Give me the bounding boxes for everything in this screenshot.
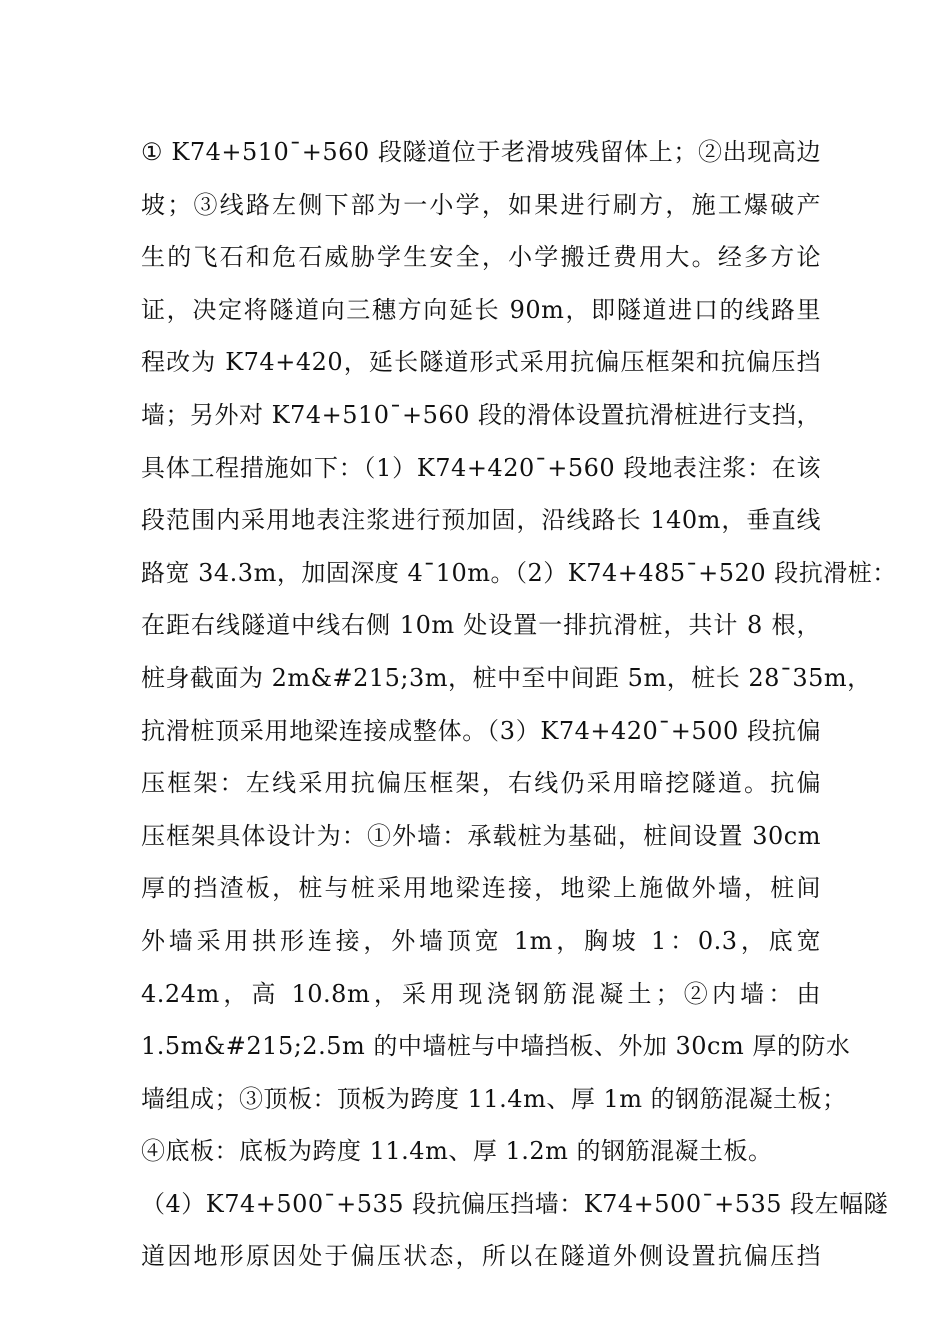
- text-line: 桩身截面为 2m&#215;3m，桩中至中间距 5m，桩长 28¯35m，: [141, 663, 872, 692]
- text-line: 外墙采用拱形连接，外墙顶宽 1m，胸坡 1：0.3，底宽: [141, 926, 821, 955]
- text-line: 具体工程措施如下：（1）K74+420¯+560 段地表注浆：在该: [141, 453, 821, 482]
- text-line: 程改为 K74+420，延长隧道形式采用抗偏压框架和抗偏压挡: [141, 348, 821, 377]
- text-line: 压框架：左线采用抗偏压框架，右线仍采用暗挖隧道。抗偏: [141, 769, 821, 798]
- text-line: 抗滑桩顶采用地梁连接成整体。（3）K74+420¯+500 段抗偏: [141, 716, 821, 745]
- text-line: 墙；另外对 K74+510¯+560 段的滑体设置抗滑桩进行支挡，: [141, 400, 822, 429]
- text-line: 4.24m，高 10.8m，采用现浇钢筋混凝土；②内墙：由: [141, 979, 821, 1008]
- text-line: （4）K74+500¯+535 段抗偏压挡墙：K74+500¯+535 段左幅隧: [141, 1189, 889, 1218]
- text-line: 墙组成；③顶板：顶板为跨度 11.4m、厚 1m 的钢筋混凝土板；: [141, 1084, 847, 1113]
- text-line: 道因地形原因处于偏压状态，所以在隧道外侧设置抗偏压挡: [141, 1242, 821, 1271]
- text-line: 压框架具体设计为：①外墙：承载桩为基础，桩间设置 30cm: [141, 821, 821, 850]
- body-paragraph: [141, 126, 897, 1283]
- text-line: 路宽 34.3m，加固深度 4¯10m。（2）K74+485¯+520 段抗滑桩：: [141, 558, 897, 587]
- text-line: ① K74+510¯+560 段隧道位于老滑坡残留体上；②出现高边: [141, 138, 821, 166]
- text-line: ④底板：底板为跨度 11.4m、厚 1.2m 的钢筋混凝土板。: [141, 1137, 773, 1166]
- text-line: 1.5m&#215;2.5m 的中墙桩与中墙挡板、外加 30cm 厚的防水: [141, 1032, 851, 1061]
- text-line: 在距右线隧道中线右侧 10m 处设置一排抗滑桩，共计 8 根，: [141, 611, 821, 640]
- text-line: 厚的挡渣板，桩与桩采用地梁连接，地梁上施做外墙，桩间: [141, 874, 821, 903]
- text-line: 生的飞石和危石威胁学生安全，小学搬迁费用大。经多方论: [141, 243, 821, 272]
- text-line: 段范围内采用地表注浆进行预加固，沿线路长 140m，垂直线: [141, 506, 821, 535]
- text-line: 坡；③线路左侧下部为一小学，如果进行刷方，施工爆破产: [141, 190, 821, 219]
- text-line: 证，决定将隧道向三穗方向延长 90m，即隧道进口的线路里: [141, 295, 821, 324]
